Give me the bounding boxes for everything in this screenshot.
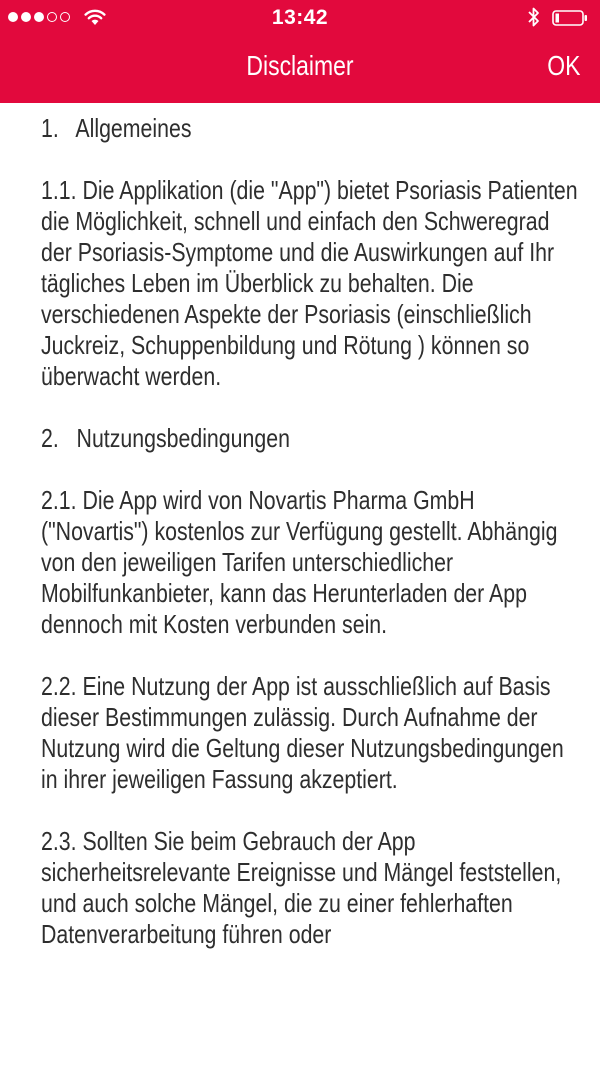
ok-button[interactable]: OK <box>546 50 580 81</box>
paragraph-1-1: 1.1. Die Applikation (die "App") bietet Psoriasis Patienten die Möglichkeit, schnell und einfach den Schweregrad der Psoriasis-Symptome und die Auswirkungen auf Ihr tägliches Leben im Überblick zu behalten. Die verschiedenen Aspekte der Psoriasis (einschließlich Juckreiz, Schuppenbildung und Rötung ) können so überwacht werden. <box>41 175 578 391</box>
status-bar <box>0 0 600 36</box>
app-header <box>0 0 600 103</box>
section-heading-nutzungsbedingungen: 2. Nutzungsbedingungen <box>41 423 290 453</box>
disclaimer-scroll-area[interactable] <box>41 113 581 1067</box>
paragraph-2-2: 2.2. Eine Nutzung der App ist ausschließlich auf Basis dieser Bestimmungen zulässig. Durch Aufnahme der Nutzung wird die Geltung dieser Nutzungsbedingungen in ihrer jeweiligen Fassung akzeptiert. <box>41 671 564 794</box>
section-heading-allgemeines: 1. Allgemeines <box>41 113 192 143</box>
paragraph-2-3: 2.3. Sollten Sie beim Gebrauch der App sicherheitsrelevante Ereignisse und Mängel feststellen, und auch solche Mängel, die zu einer fehlerhaften Datenverarbeitung führen oder <box>41 826 562 949</box>
disclaimer-text <box>41 113 581 950</box>
battery-icon <box>552 10 588 26</box>
paragraph-2-1: 2.1. Die App wird von Novartis Pharma GmbH ("Novartis") kostenlos zur Verfügung gestellt. Abhängig von den jeweiligen Tarifen unterschiedlicher Mobilfunkanbieter, kann das Herunterladen der App dennoch mit Kosten verbunden sein. <box>41 485 558 639</box>
bluetooth-icon <box>527 6 541 28</box>
status-time: 13:42 <box>271 6 329 29</box>
page-title: Disclaimer <box>246 50 354 81</box>
navigation-bar <box>0 38 600 98</box>
